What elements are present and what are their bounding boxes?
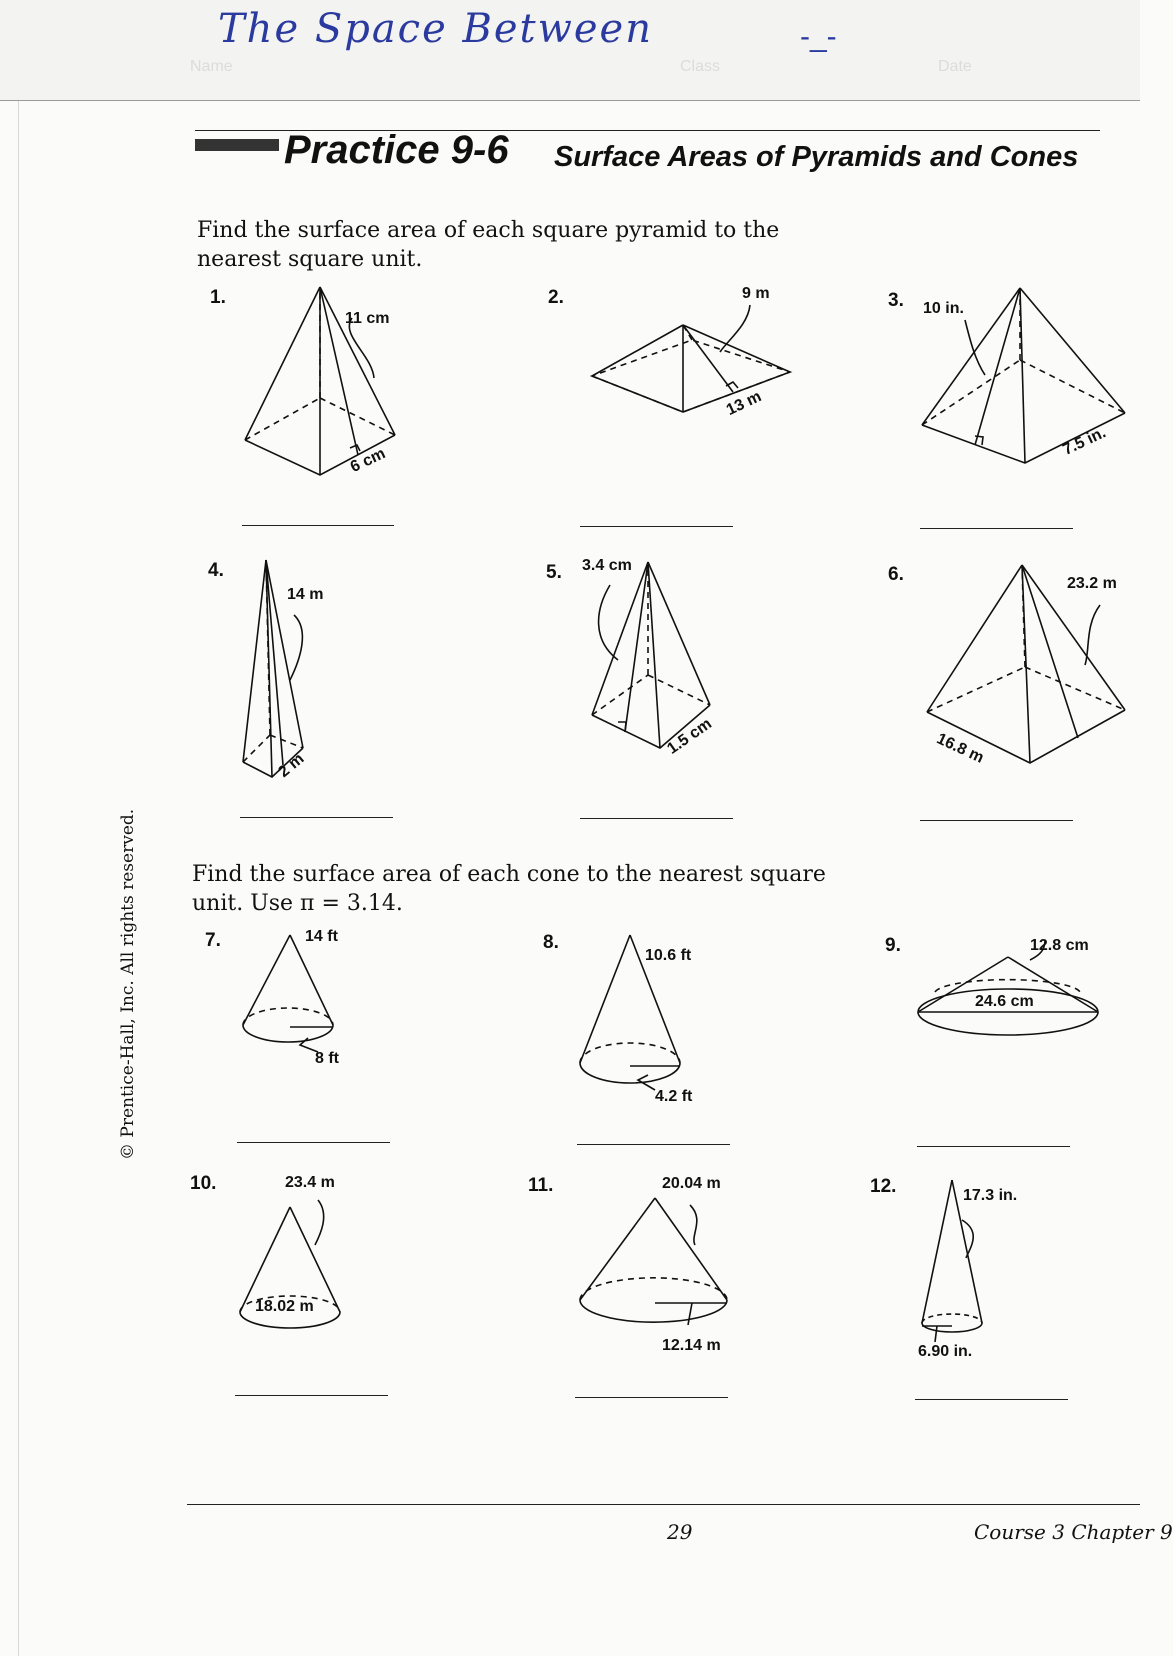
dimension-label: 13 m	[723, 388, 765, 419]
answer-line[interactable]	[237, 1142, 390, 1143]
practice-title: Practice 9-6	[284, 128, 509, 172]
dimension-label: 14 ft	[305, 928, 338, 945]
problem-number: 3.	[888, 290, 904, 311]
cone-figure-11	[580, 1198, 727, 1325]
dimension-label: 16.8 m	[933, 730, 987, 767]
name-label: Name	[190, 58, 233, 75]
course-chapter-label: Course 3 Chapter 9	[974, 1520, 1173, 1544]
footer-rule	[187, 1504, 1140, 1505]
dimension-label: 6 cm	[347, 445, 389, 476]
dimension-label: 12.14 m	[662, 1337, 721, 1354]
handwritten-doodle: -_-	[800, 20, 837, 53]
practice-subtitle: Surface Areas of Pyramids and Cones	[554, 141, 1079, 173]
dimension-label: 1.5 cm	[664, 715, 715, 758]
problem-number: 5.	[546, 562, 562, 583]
dimension-label: 4.2 ft	[655, 1088, 693, 1105]
class-label: Class	[680, 58, 721, 75]
dimension-label: 23.4 m	[285, 1174, 335, 1191]
dimension-label: 24.6 cm	[975, 993, 1034, 1010]
dimension-label: 10 in.	[923, 300, 964, 317]
answer-line[interactable]	[917, 1146, 1070, 1147]
dimension-label: 18.02 m	[255, 1298, 314, 1315]
problem-number: 1.	[210, 287, 226, 308]
dimension-label: 11 cm	[345, 310, 390, 327]
instruction-line: Find the surface area of each cone to the nearest square	[192, 862, 826, 887]
page-number: 29	[667, 1520, 693, 1544]
instruction-line: nearest square unit.	[197, 247, 423, 272]
problem-number: 9.	[885, 935, 901, 956]
dimension-label: 10.6 ft	[645, 947, 692, 964]
cone-figure-7	[243, 935, 333, 1052]
answer-line[interactable]	[242, 525, 394, 526]
pyramid-figure-6	[927, 565, 1125, 763]
dimension-label: 3.4 cm	[582, 557, 632, 574]
pyramid-figure-5	[592, 562, 710, 748]
problem-number: 2.	[548, 287, 564, 308]
answer-line[interactable]	[920, 820, 1073, 821]
problem-number: 11.	[528, 1175, 554, 1196]
copyright-notice: © Prentice-Hall, Inc. All rights reserved.	[118, 808, 138, 1160]
handwritten-title: The Space Between	[218, 6, 653, 52]
dimension-label: 12.8 cm	[1030, 937, 1089, 954]
answer-line[interactable]	[577, 1144, 730, 1145]
instruction-line: unit. Use π = 3.14.	[192, 891, 403, 916]
problem-number: 4.	[208, 560, 224, 581]
answer-line[interactable]	[580, 526, 733, 527]
dimension-label: 7.5 in.	[1060, 424, 1109, 459]
dimension-label: 23.2 m	[1067, 575, 1117, 592]
problem-number: 6.	[888, 564, 904, 585]
problem-number: 8.	[543, 932, 559, 953]
dimension-label: 9 m	[742, 285, 770, 302]
answer-line[interactable]	[580, 818, 733, 819]
answer-line[interactable]	[240, 817, 393, 818]
answer-line[interactable]	[920, 528, 1073, 529]
problem-number: 10.	[190, 1173, 217, 1194]
instruction-line: Find the surface area of each square pyramid to the	[197, 218, 780, 243]
problem-number: 12.	[870, 1176, 897, 1197]
dimension-label: 8 ft	[315, 1050, 339, 1067]
problem-number: 7.	[205, 930, 221, 951]
answer-line[interactable]	[915, 1399, 1068, 1400]
dimension-label: 20.04 m	[662, 1175, 721, 1192]
dimension-label: 14 m	[287, 586, 324, 603]
answer-line[interactable]	[235, 1395, 388, 1396]
dimension-label: 2 m	[275, 750, 308, 781]
date-label: Date	[938, 58, 972, 75]
dimension-label: 17.3 in.	[963, 1187, 1018, 1204]
dimension-label: 6.90 in.	[918, 1343, 973, 1360]
answer-line[interactable]	[575, 1397, 728, 1398]
